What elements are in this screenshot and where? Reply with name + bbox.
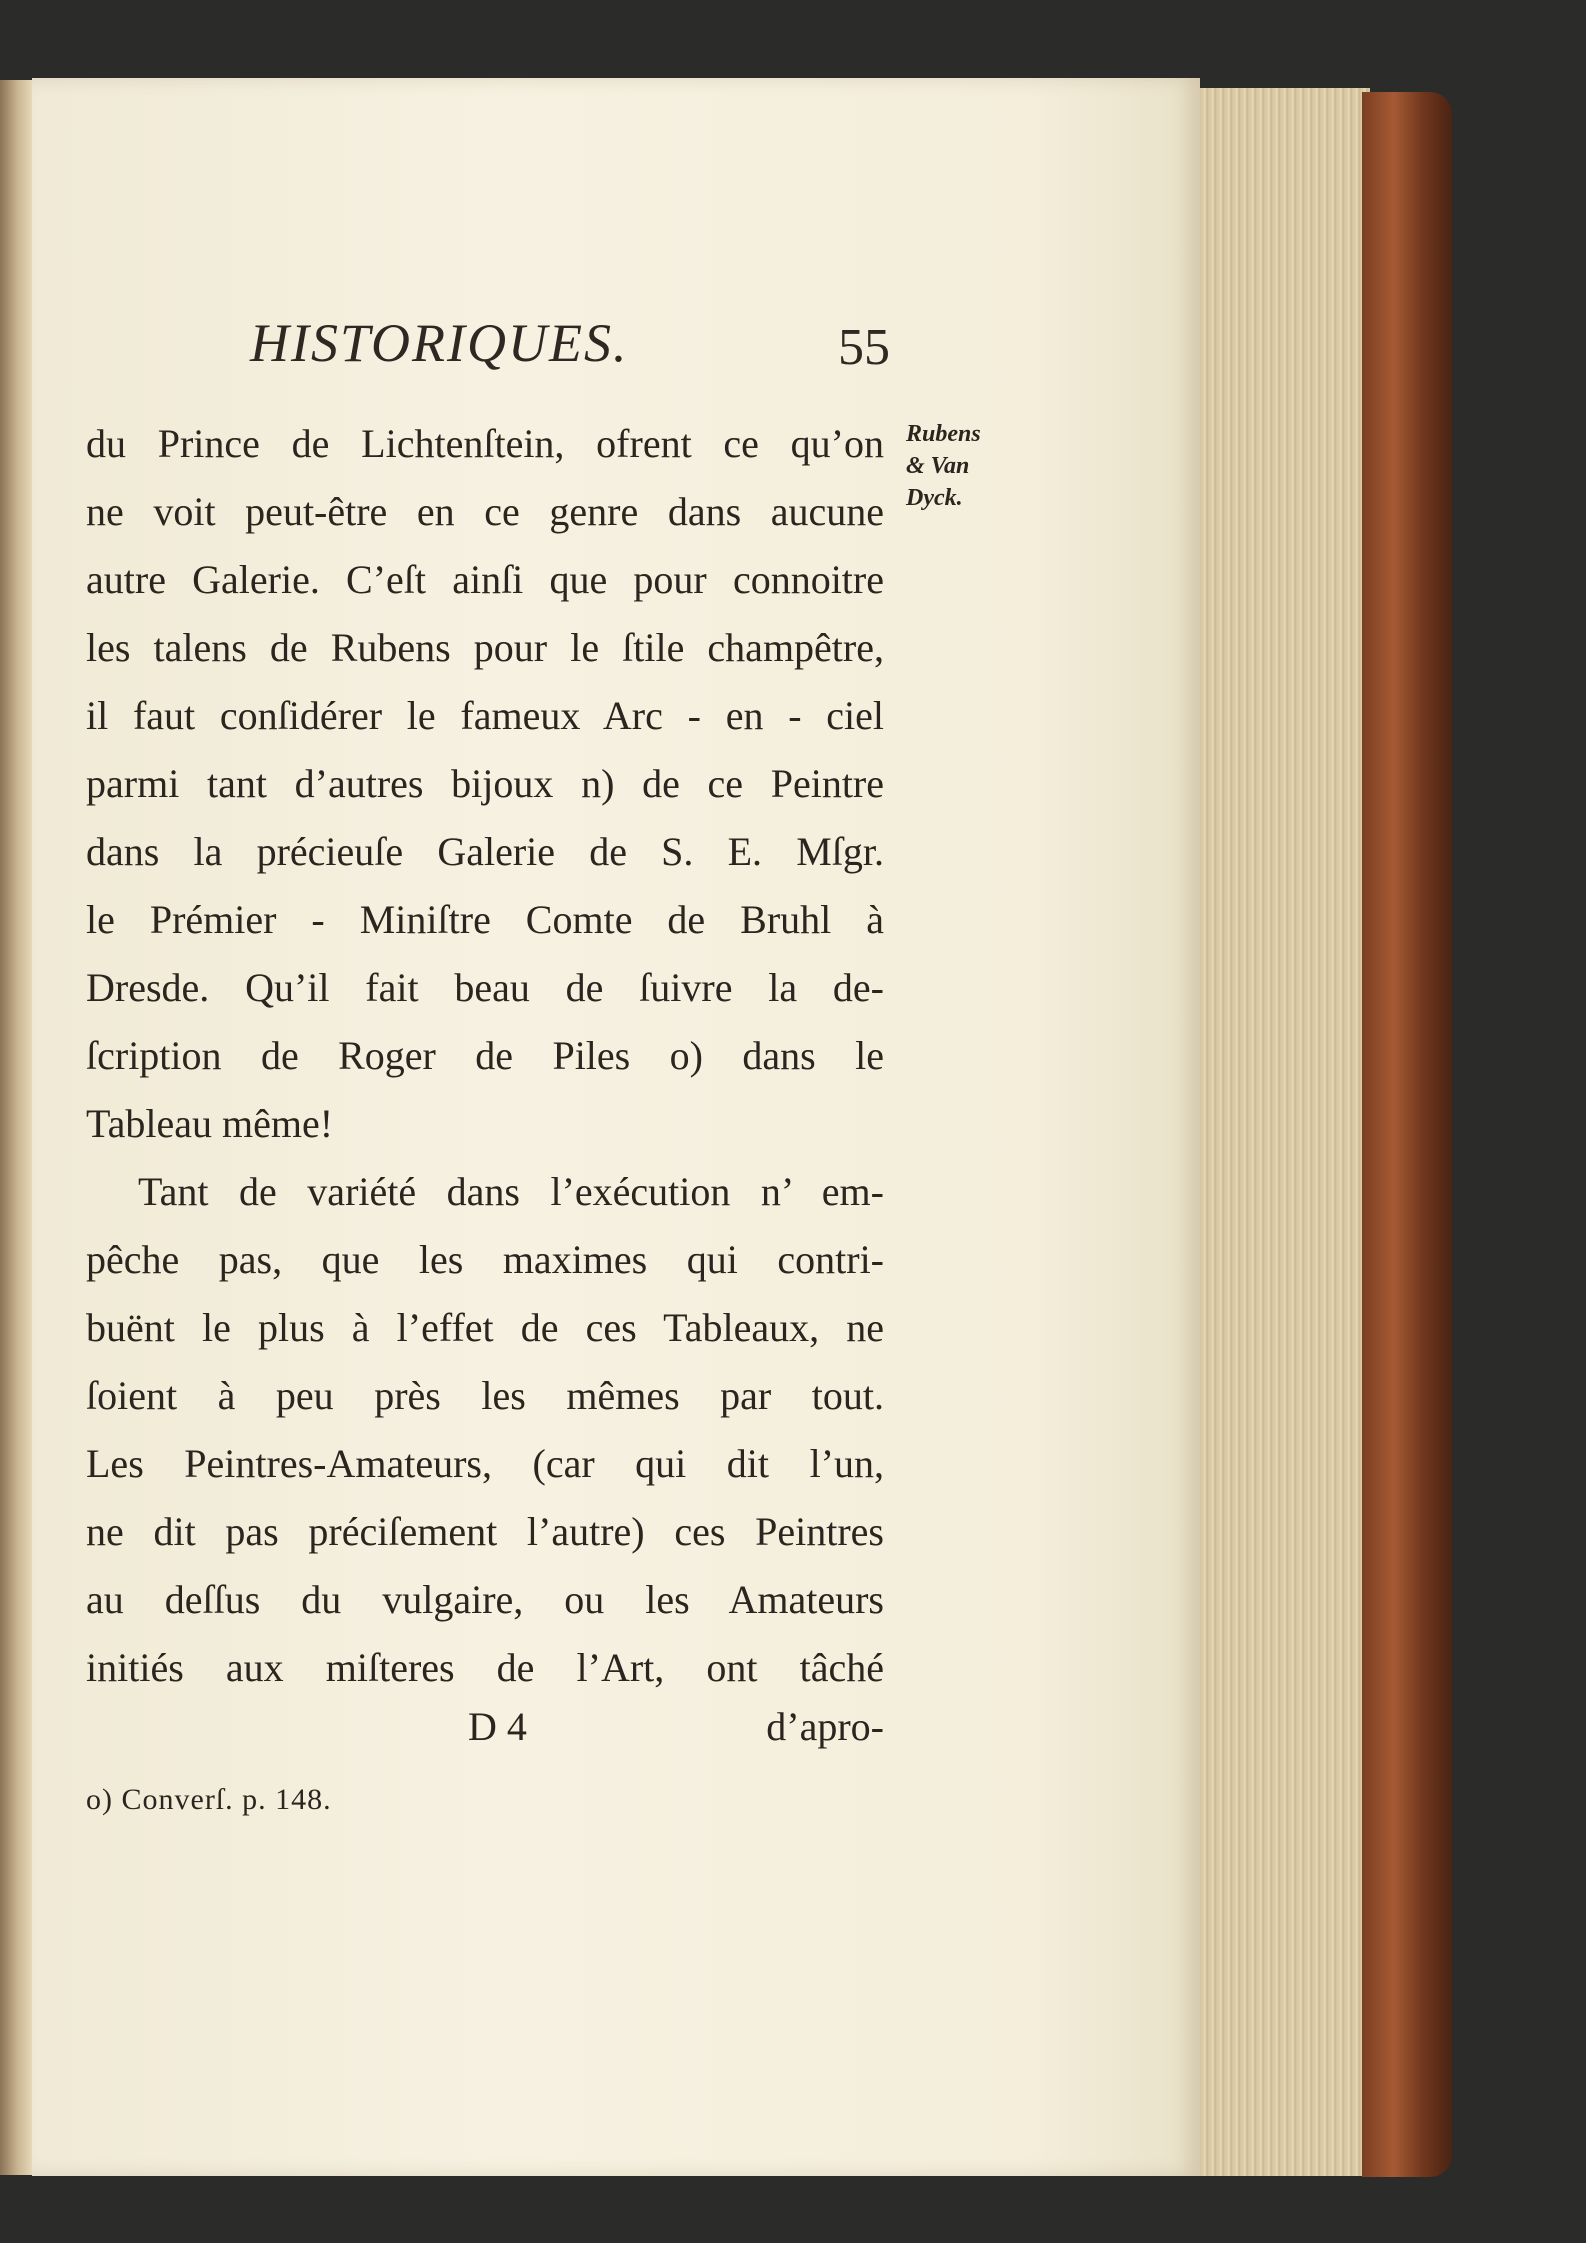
text-line: pêche pas, que les maximes qui contri-	[86, 1237, 884, 1282]
margin-note-line: & Van	[906, 453, 970, 479]
text-line: parmi tant d’autres bijoux n) de ce Peintre	[86, 761, 884, 806]
signature-mark: D 4	[468, 1704, 527, 1749]
text-line: Tableau même!	[86, 1101, 334, 1146]
page-block-fore-edge	[1186, 88, 1370, 2176]
text-line: ne dit pas préciſement l’autre) ces Peintres	[86, 1509, 884, 1554]
catchline	[86, 1703, 884, 1767]
text-line: Dresde. Qu’il fait beau de ſuivre la de-	[86, 965, 884, 1010]
catchword: d’apro-	[766, 1704, 884, 1749]
text-line: Tant de variété dans l’exécution n’ em-	[138, 1169, 884, 1214]
margin-note-line: Dyck.	[906, 485, 963, 511]
text-line: au deſſus du vulgaire, ou les Amateurs	[86, 1577, 884, 1622]
text-line: initiés aux miſteres de l’Art, ont tâché	[86, 1645, 884, 1690]
body-text	[86, 410, 884, 1702]
previous-page-edge	[0, 80, 32, 2175]
footnote: o) Converſ. p. 148.	[86, 1783, 332, 1816]
margin-note	[906, 418, 1016, 514]
text-line: le Prémier - Miniſtre Comte de Bruhl à	[86, 897, 884, 942]
text-line: il faut conſidérer le fameux Arc - en - ciel	[86, 693, 884, 738]
text-line: autre Galerie. C’eſt ainſi que pour connoitre	[86, 557, 884, 602]
page-number: 55	[838, 319, 890, 376]
text-line: ſcription de Roger de Piles o) dans le	[86, 1033, 884, 1078]
text-line: dans la précieuſe Galerie de S. E. Mſgr.	[86, 829, 884, 874]
margin-note-line: Rubens	[906, 421, 981, 447]
leather-binding	[1362, 92, 1452, 2177]
page-header	[250, 310, 890, 380]
text-line: buënt le plus à l’effet de ces Tableaux, ne	[86, 1305, 884, 1350]
text-line: ſoient à peu près les mêmes par tout.	[86, 1373, 884, 1418]
running-head: HISTORIQUES.	[250, 313, 629, 373]
text-line: les talens de Rubens pour le ſtile champêtre,	[86, 625, 884, 670]
text-line: du Prince de Lichtenſtein, ofrent ce qu’on	[86, 421, 884, 466]
text-line: Les Peintres-Amateurs, (car qui dit l’un,	[86, 1441, 884, 1486]
text-line: ne voit peut-être en ce genre dans aucune	[86, 489, 884, 534]
